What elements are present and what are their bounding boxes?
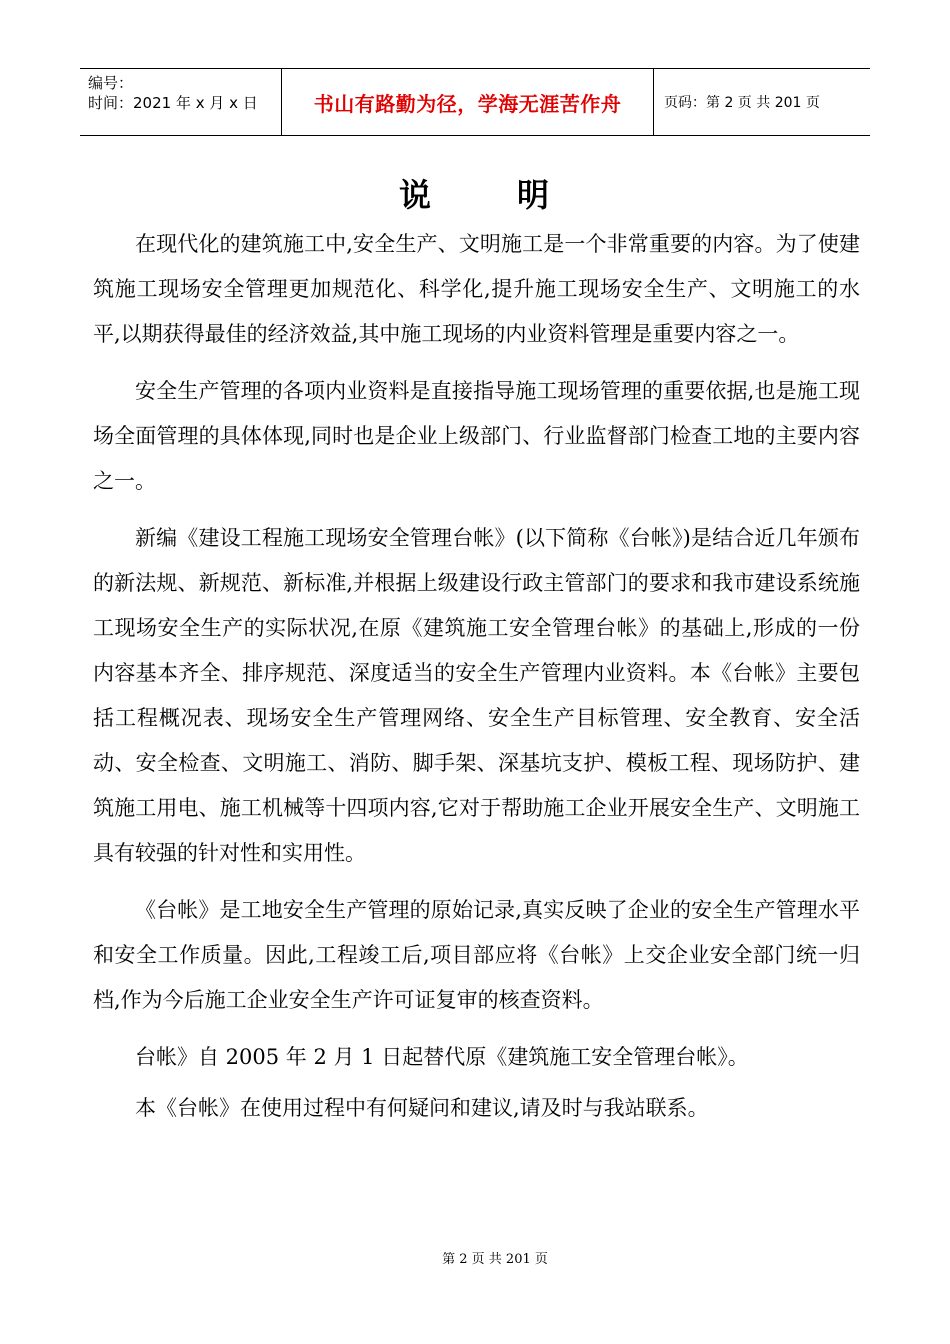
paragraph-1: 在现代化的建筑施工中,安全生产、文明施工是一个非常重要的内容。为了使建筑施工现场安全管理更加规范化、科学化,提升施工现场安全生产、文明施工的水平,以期获得最佳的经济效益,其中施工现场的内业资料管理是重要内容之一。 (93, 232, 860, 346)
header-meta (80, 69, 282, 135)
title-char-2: 明 (517, 176, 552, 214)
date-text: 时间：2021 年 x 月 x 日 (88, 94, 258, 112)
document-title (0, 170, 950, 216)
paragraph-3: 新编《建设工程施工现场安全管理台帐》(以下简称《台帐》)是结合近几年颁布的新法规、新规范、新标准,并根据上级建设行政主管部门的要求和我市建设系统施工现场安全生产的实际状况,在原《建筑施工安全管理台帐》的基础上,形成的一份内容基本齐全、排序规范、深度适当的安全生产管理内业资料。本《台帐》主要包括工程概况表、现场安全生产管理网络、安全生产目标管理、安全教育、安全活动、安全检查、文明施工、消防、脚手架、深基坑支护、模板工程、现场防护、建筑施工用电、施工机械等十四项内容,它对于帮助施工企业开展安全生产、文明施工具有较强的针对性和实用性。 (93, 526, 860, 865)
page-header (80, 68, 870, 136)
header-page-code (654, 69, 870, 135)
paragraph-2: 安全生产管理的各项内业资料是直接指导施工现场管理的重要依据,也是施工现场全面管理的具体体现,同时也是企业上级部门、行业监督部门检查工地的主要内容之一。 (93, 379, 860, 493)
footer-page-number: 第 2 页 共 201 页 (442, 1252, 548, 1267)
paragraph-6: 本《台帐》在使用过程中有何疑问和建议,请及时与我站联系。 (135, 1096, 709, 1120)
motto-text: 书山有路勤为径，学海无涯苦作舟 (313, 91, 622, 116)
page-footer (0, 1248, 950, 1267)
serial-label: 编号： (88, 74, 134, 92)
document-body (93, 222, 860, 1137)
header-motto (282, 69, 654, 135)
paragraph-5: 台帐》自 2005 年 2 月 1 日起替代原《建筑施工安全管理台帐》。 (135, 1045, 749, 1069)
title-char-1: 说 (398, 176, 433, 214)
page-code-text: 页码：第 2 页 共 201 页 (664, 95, 820, 111)
paragraph-4: 《台帐》是工地安全生产管理的原始记录,真实反映了企业的安全生产管理水平和安全工作质量。因此,工程竣工后,项目部应将《台帐》上交企业安全部门统一归档,作为今后施工企业安全生产许可证复审的核查资料。 (93, 898, 860, 1012)
